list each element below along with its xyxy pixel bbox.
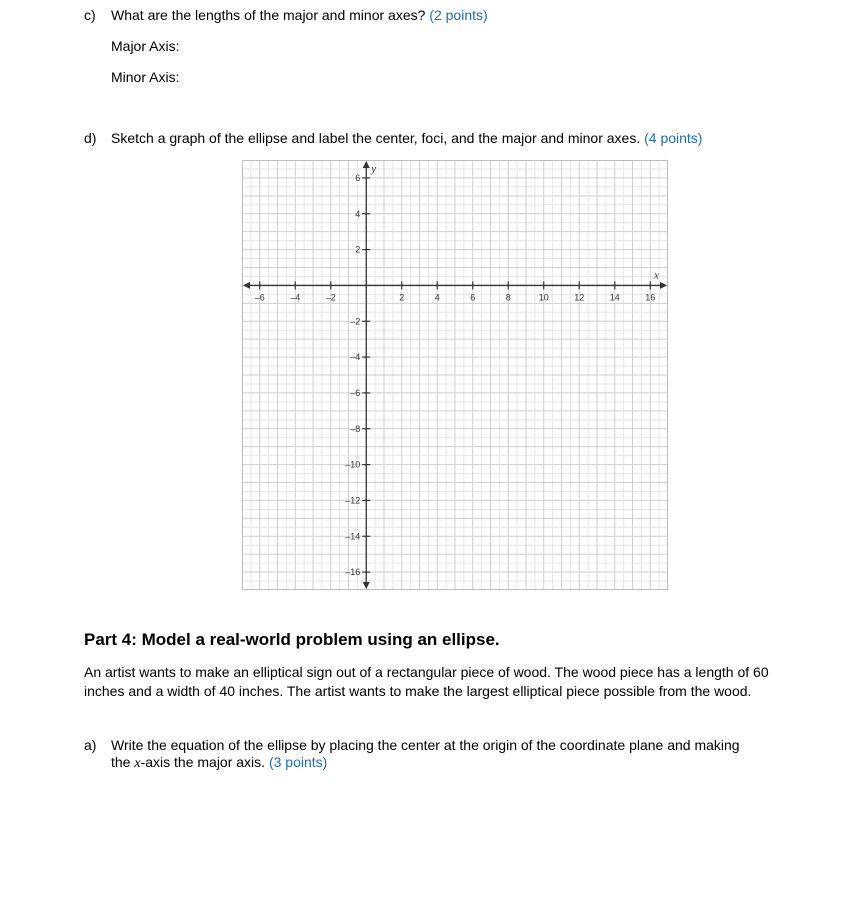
question-a-line-1: Write the equation of the ellipse by placing the center at the origin of the coordinate plane and making (111, 737, 740, 753)
y-tick-label: –14 (345, 531, 361, 542)
y-tick-label: –2 (350, 316, 361, 327)
major-axis-label: Major Axis: (111, 38, 180, 54)
y-tick-label: –6 (350, 387, 361, 398)
y-tick-label: 4 (355, 208, 361, 219)
question-a-text-post: -axis the major axis. (140, 754, 266, 770)
y-tick-label: –16 (345, 567, 361, 578)
y-tick-label: –12 (345, 495, 361, 506)
question-d-text-line (111, 130, 702, 146)
part-4-title: Part 4: Model a real-world problem using an ellipse. (84, 630, 500, 649)
question-a-variable: x (134, 756, 141, 771)
part-4-intro: An artist wants to make an elliptical sign out of a rectangular piece of wood. The wood piece has a length of 60 inches and a width of 40 inches. The artist wants to make the largest elliptical piece possible from the wood. (84, 664, 769, 699)
question-c-text: What are the lengths of the major and minor axes? (111, 7, 426, 23)
minor-axis-label: Minor Axis: (111, 69, 180, 85)
question-c-text-line (111, 7, 488, 23)
x-axis-arrow-left (243, 282, 250, 289)
question-d-label: d) (84, 130, 97, 146)
x-axis-arrow-right (660, 282, 667, 289)
question-c-points: (2 points) (429, 7, 488, 23)
question-d-text: Sketch a graph of the ellipse and label the center, foci, and the major and minor axes. (111, 130, 641, 146)
question-a-text-pre: the (111, 754, 135, 770)
question-a-label: a) (84, 737, 97, 753)
x-tick-label: 6 (470, 292, 476, 303)
y-tick-label: 2 (355, 244, 361, 255)
question-c (84, 7, 96, 23)
question-c-label: c) (84, 7, 96, 23)
y-tick-label: 6 (355, 172, 361, 183)
grid-major-lines (242, 160, 668, 590)
question-d-points: (4 points) (644, 130, 703, 146)
question-a-line-2 (111, 754, 327, 772)
y-tick-label: –10 (345, 459, 361, 470)
x-tick-label: –4 (290, 292, 301, 303)
x-tick-label: –6 (254, 292, 265, 303)
x-tick-label: 2 (399, 292, 405, 303)
x-tick-label: 14 (609, 292, 620, 303)
y-tick-label: –4 (350, 352, 361, 363)
x-axis-label: x (654, 269, 659, 282)
question-a-points: (3 points) (268, 754, 328, 770)
x-tick-label: 16 (645, 292, 656, 303)
coordinate-grid (242, 160, 668, 590)
x-tick-label: 4 (434, 292, 440, 303)
y-tick-label: –8 (350, 423, 361, 434)
x-tick-label: 8 (505, 292, 511, 303)
x-tick-label: 10 (538, 292, 549, 303)
y-axis-arrow-down (363, 582, 370, 589)
x-tick-label: 12 (574, 292, 585, 303)
y-axis-arrow-up (363, 161, 370, 168)
y-axis-label: y (371, 163, 377, 175)
x-tick-label: –2 (325, 292, 336, 303)
